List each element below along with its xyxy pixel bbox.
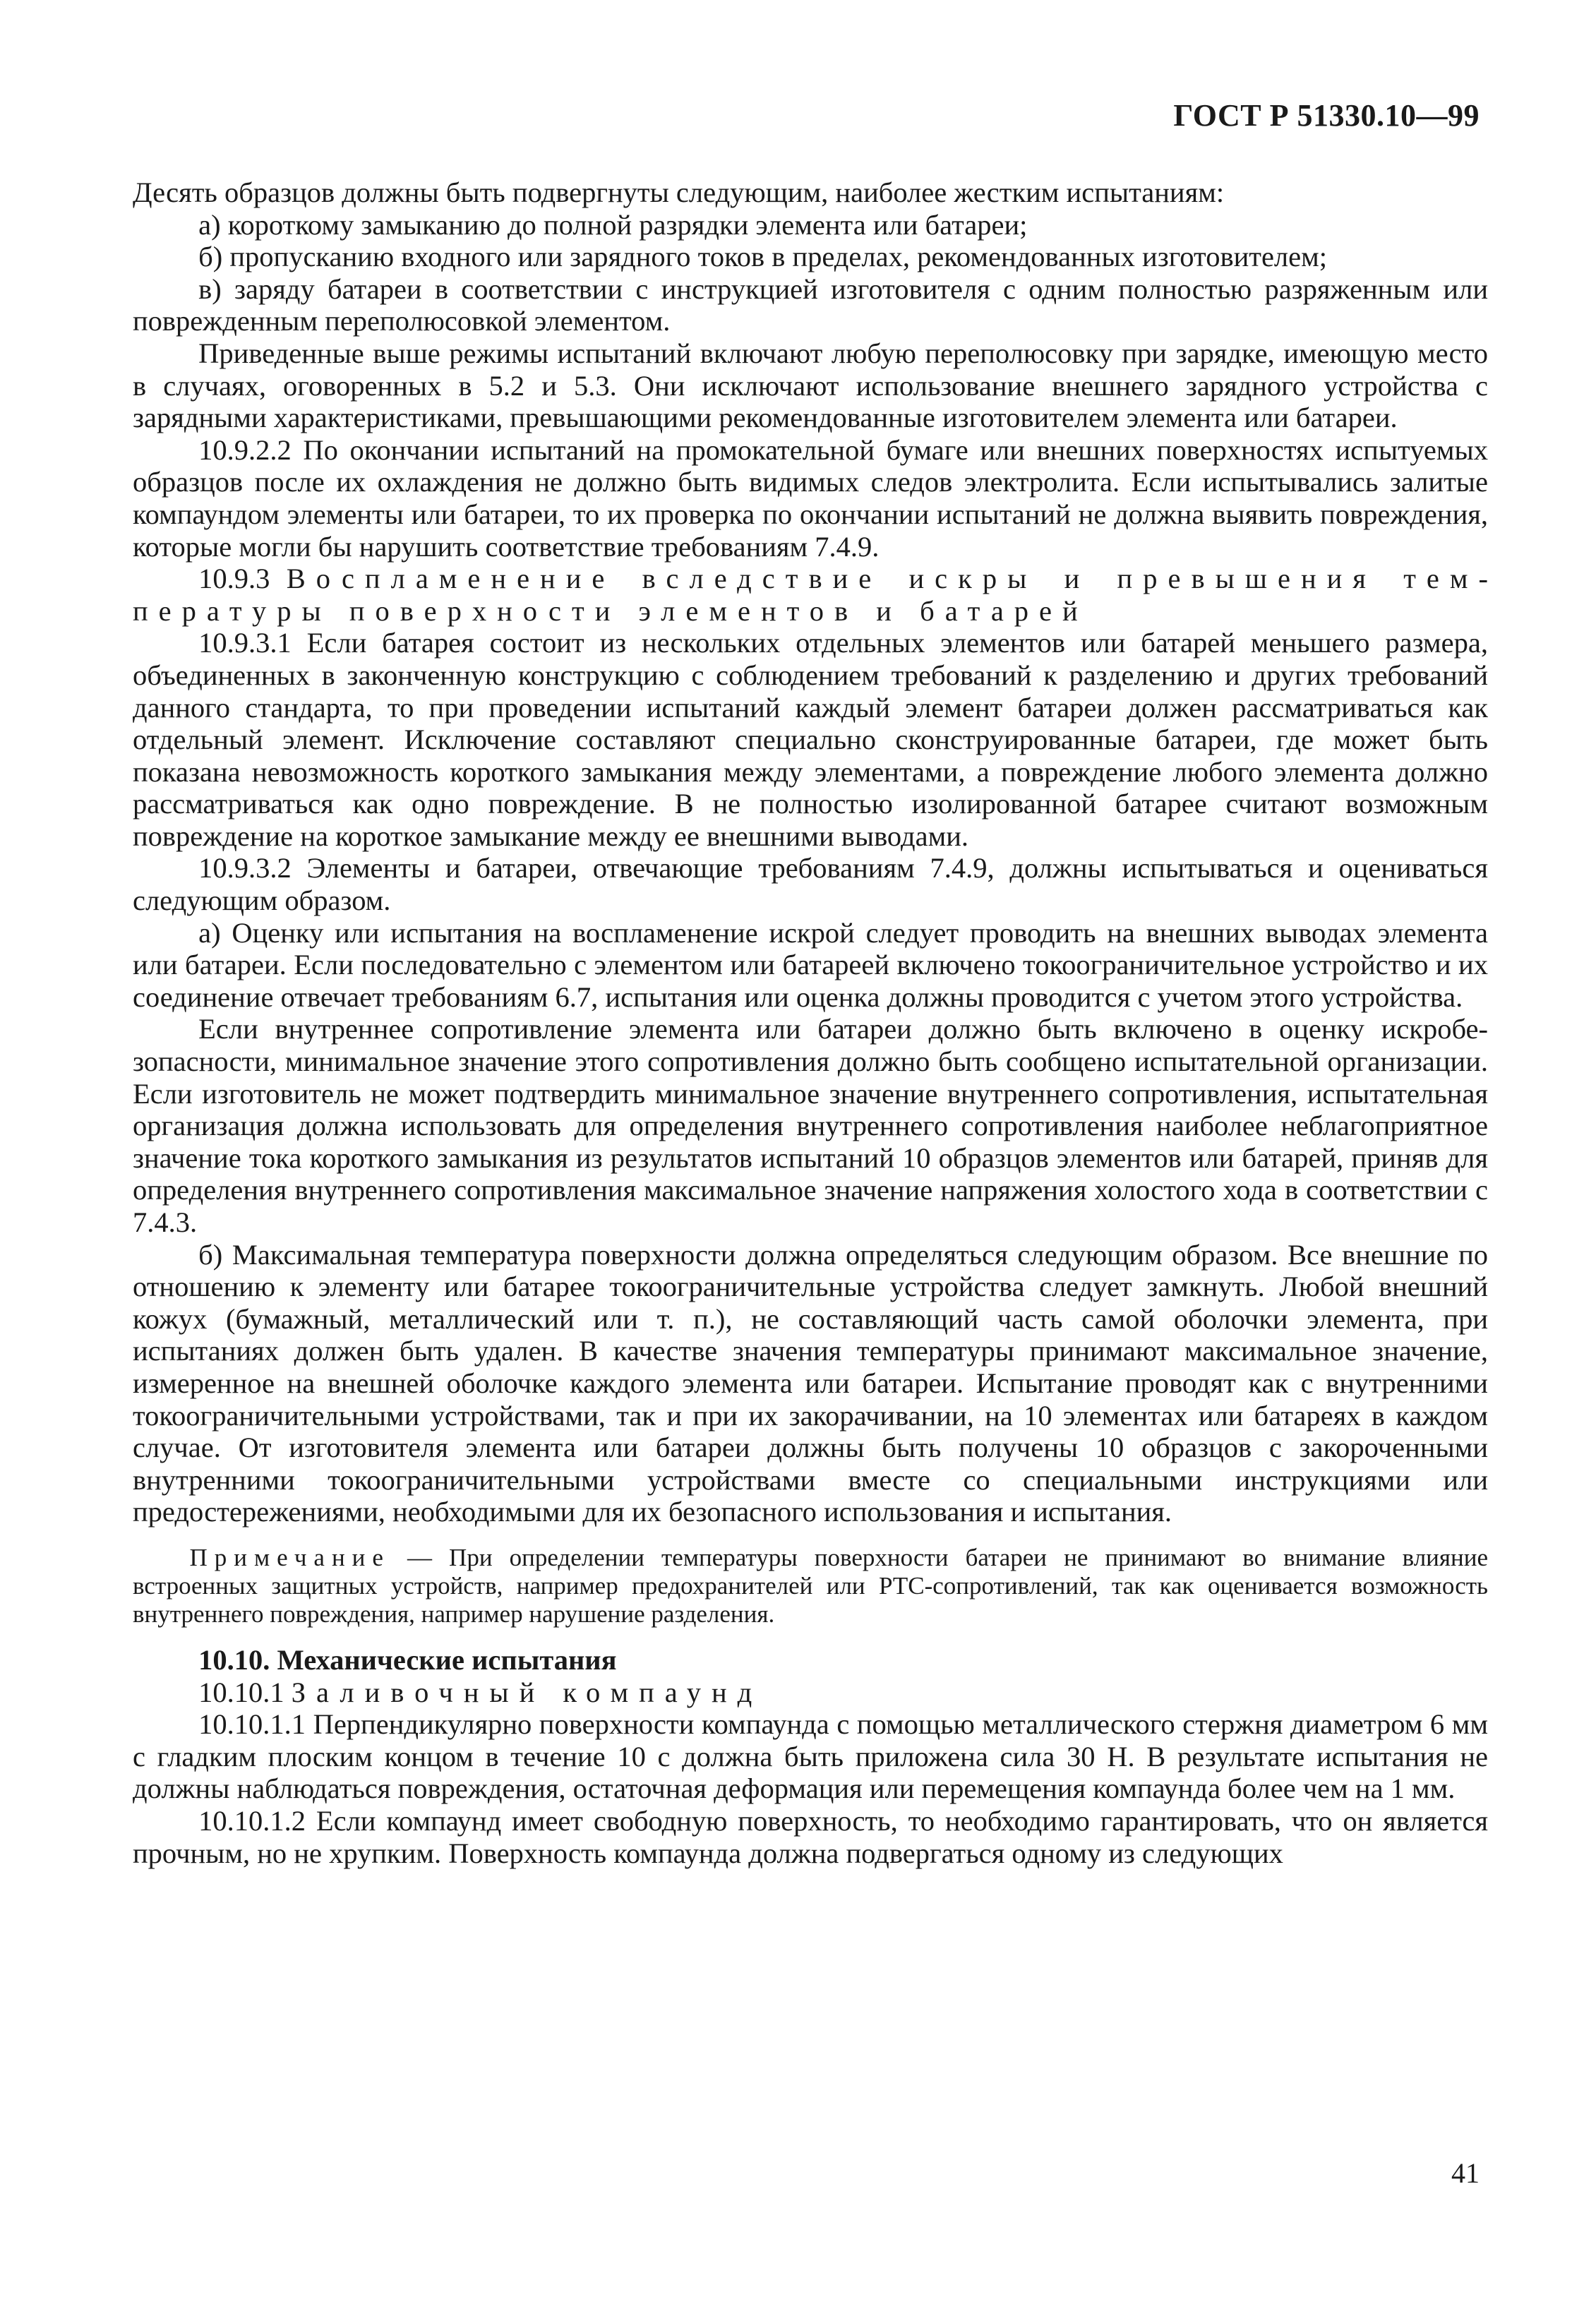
paragraph-10-10-1-1: 10.10.1.1 Перпендикулярно поверхности компаунда с помощью металлического стержня диаметром 6 мм с гладким плоским концом в течение 10 с должна быть приложена сила 30 Н. В результате испытания не должны наблюдаться повреждения, остаточная деформация или перемещения компаунда более чем на 1 мм. (133, 1708, 1488, 1805)
paragraph-surface-temperature: б) Максимальная температура поверхности должна определяться следующим образом. Все внешние по отношению к элементу или батарее токоограничительные устройства следует замкнуть. Любой внешний кожух (бумажный, металлический или т. п.), не составляющий часть самой оболочки элемента, при испытаниях должен быть удален. В качестве значения температуры принимают максимальное значение, измеренное на внешней оболочке каждого элемента или батареи. Испытание проводят как с внутренними токоограничительными устройствами, так и при их закорачивании, на 10 элементах или батареях в каждом случае. От изготовителя элемента или батареи должны быть получены 10 образцов с закороченными внутренними токоограничительными устройствами вместе со специальными инструкциями или предостережениями, необходимыми для их безопасного использования и испытания. (133, 1238, 1488, 1528)
list-item-a: а) короткому замыканию до полной разрядки элемента или батареи; (198, 208, 1028, 241)
heading-title: Воспламенение вследствие искры и превышения температуры поверхности элементов и батарей (133, 563, 1489, 627)
paragraph-intro: Десять образцов должны быть подвергнуты следующим, наиболее жестким испытаниям: (133, 176, 1225, 208)
note (133, 1544, 1488, 1628)
paragraph-internal-resistance: Если внутреннее сопротивление элемента или батареи должно быть включено в оценку искробезопасности, минимальное значение этого сопротивления должно быть сообщено испытательной организации. Если изготовитель не может подтвердить минимальное значение внутреннего сопротивления, испытательная организация должна использовать для определения внутреннего сопротивления наиболее неблагоприятное значение тока короткого замыкания из результатов испытаний 10 образцов элементов или батарей, приняв для определения внутреннего сопротивления максимальное значение напряжения холостого хода в соответствии с 7.4.3. (133, 1013, 1488, 1238)
page-body (133, 176, 1488, 1869)
heading-title: Заливочный компаунд (291, 1676, 763, 1708)
list-item-b: б) пропусканию входного или зарядного токов в пределах, рекомендованных изготовителем; (198, 241, 1327, 273)
list-item-v: в) заряду батареи в соответствии с инструкцией изготовителя с одним полностью разряженным или поврежденным переполюсовкой элементом. (133, 272, 1488, 337)
paragraph-10-9-2-2: 10.9.2.2 По окончании испытаний на промокательной бумаге или внешних поверхностях испытуемых образцов после их охлаждения не должно быть видимых следов электролита. Если испытывались залитые компаундом элементы или батареи, то их проверка по окончании испытаний не должна выявить повреждения, которые могли бы нарушить соответствие требованиям 7.4.9. (133, 433, 1488, 563)
heading-10-9-3 (133, 563, 1488, 627)
section-title-10-10: 10.10. Механические испытания (198, 1643, 617, 1676)
paragraph-10-9-3-2: 10.9.3.2 Элементы и батареи, отвечающие требованиям 7.4.9, должны испытываться и оцениваться следующим образом. (133, 852, 1488, 917)
heading-10-10-1 (133, 1676, 1488, 1709)
paragraph-spark-test: а) Оценку или испытания на воспламенение искрой следует проводить на внешних выводах элемента или батареи. Если последовательно с элементом или батареей включено токоограничительное устройство и их соединение отвечает требованиям 6.7, испытания или оценка должны проводится с учетом этого устройства. (133, 916, 1488, 1013)
note-text: — При определении температуры поверхности батареи не принимают во внимание влияние встроенных защитных устройств, например предохранителей или РТС-сопротивлений, так как оценивается возможность внутреннего повреждения, например нарушение разделения. (133, 1543, 1488, 1628)
page-number: 41 (1451, 2157, 1480, 2189)
paragraph-modes: Приведенные выше режимы испытаний включают любую переполюсовку при зарядке, имеющую место в случаях, оговоренных в 5.2 и 5.3. Они исключают использование внешнего зарядного устройства с зарядными характеристиками, превышающими рекомендованные изготовителем элемента или батареи. (133, 337, 1488, 434)
heading-number: 10.9.3 (198, 563, 270, 595)
paragraph-10-10-1-2: 10.10.1.2 Если компаунд имеет свободную поверхность, то необходимо гарантировать, что он является прочным, но не хрупким. Поверхность компаунда должна подвергаться одному из следующих (133, 1804, 1488, 1869)
note-label: Примечание (189, 1543, 390, 1571)
paragraph-10-9-3-1: 10.9.3.1 Если батарея состоит из нескольких отдельных элементов или батарей меньшего размера, объединенных в законченную конструкцию с соблюдением требований к разделению и других требований данного стандарта, то при проведении испытаний каждый элемент батареи должен рассматриваться как отдельный элемент. Исключение составляют специально сконструированные батареи, где может быть показана невозможность короткого замыкания между элементами, а повреждение любого элемента должно рассматриваться как одно повреждение. В не полностью изолированной батарее считают возможным повреждение на короткое замыкание между ее внешними выводами. (133, 627, 1488, 852)
standard-code-header: ГОСТ Р 51330.10—99 (1173, 98, 1480, 133)
heading-number: 10.10.1 (198, 1676, 284, 1708)
